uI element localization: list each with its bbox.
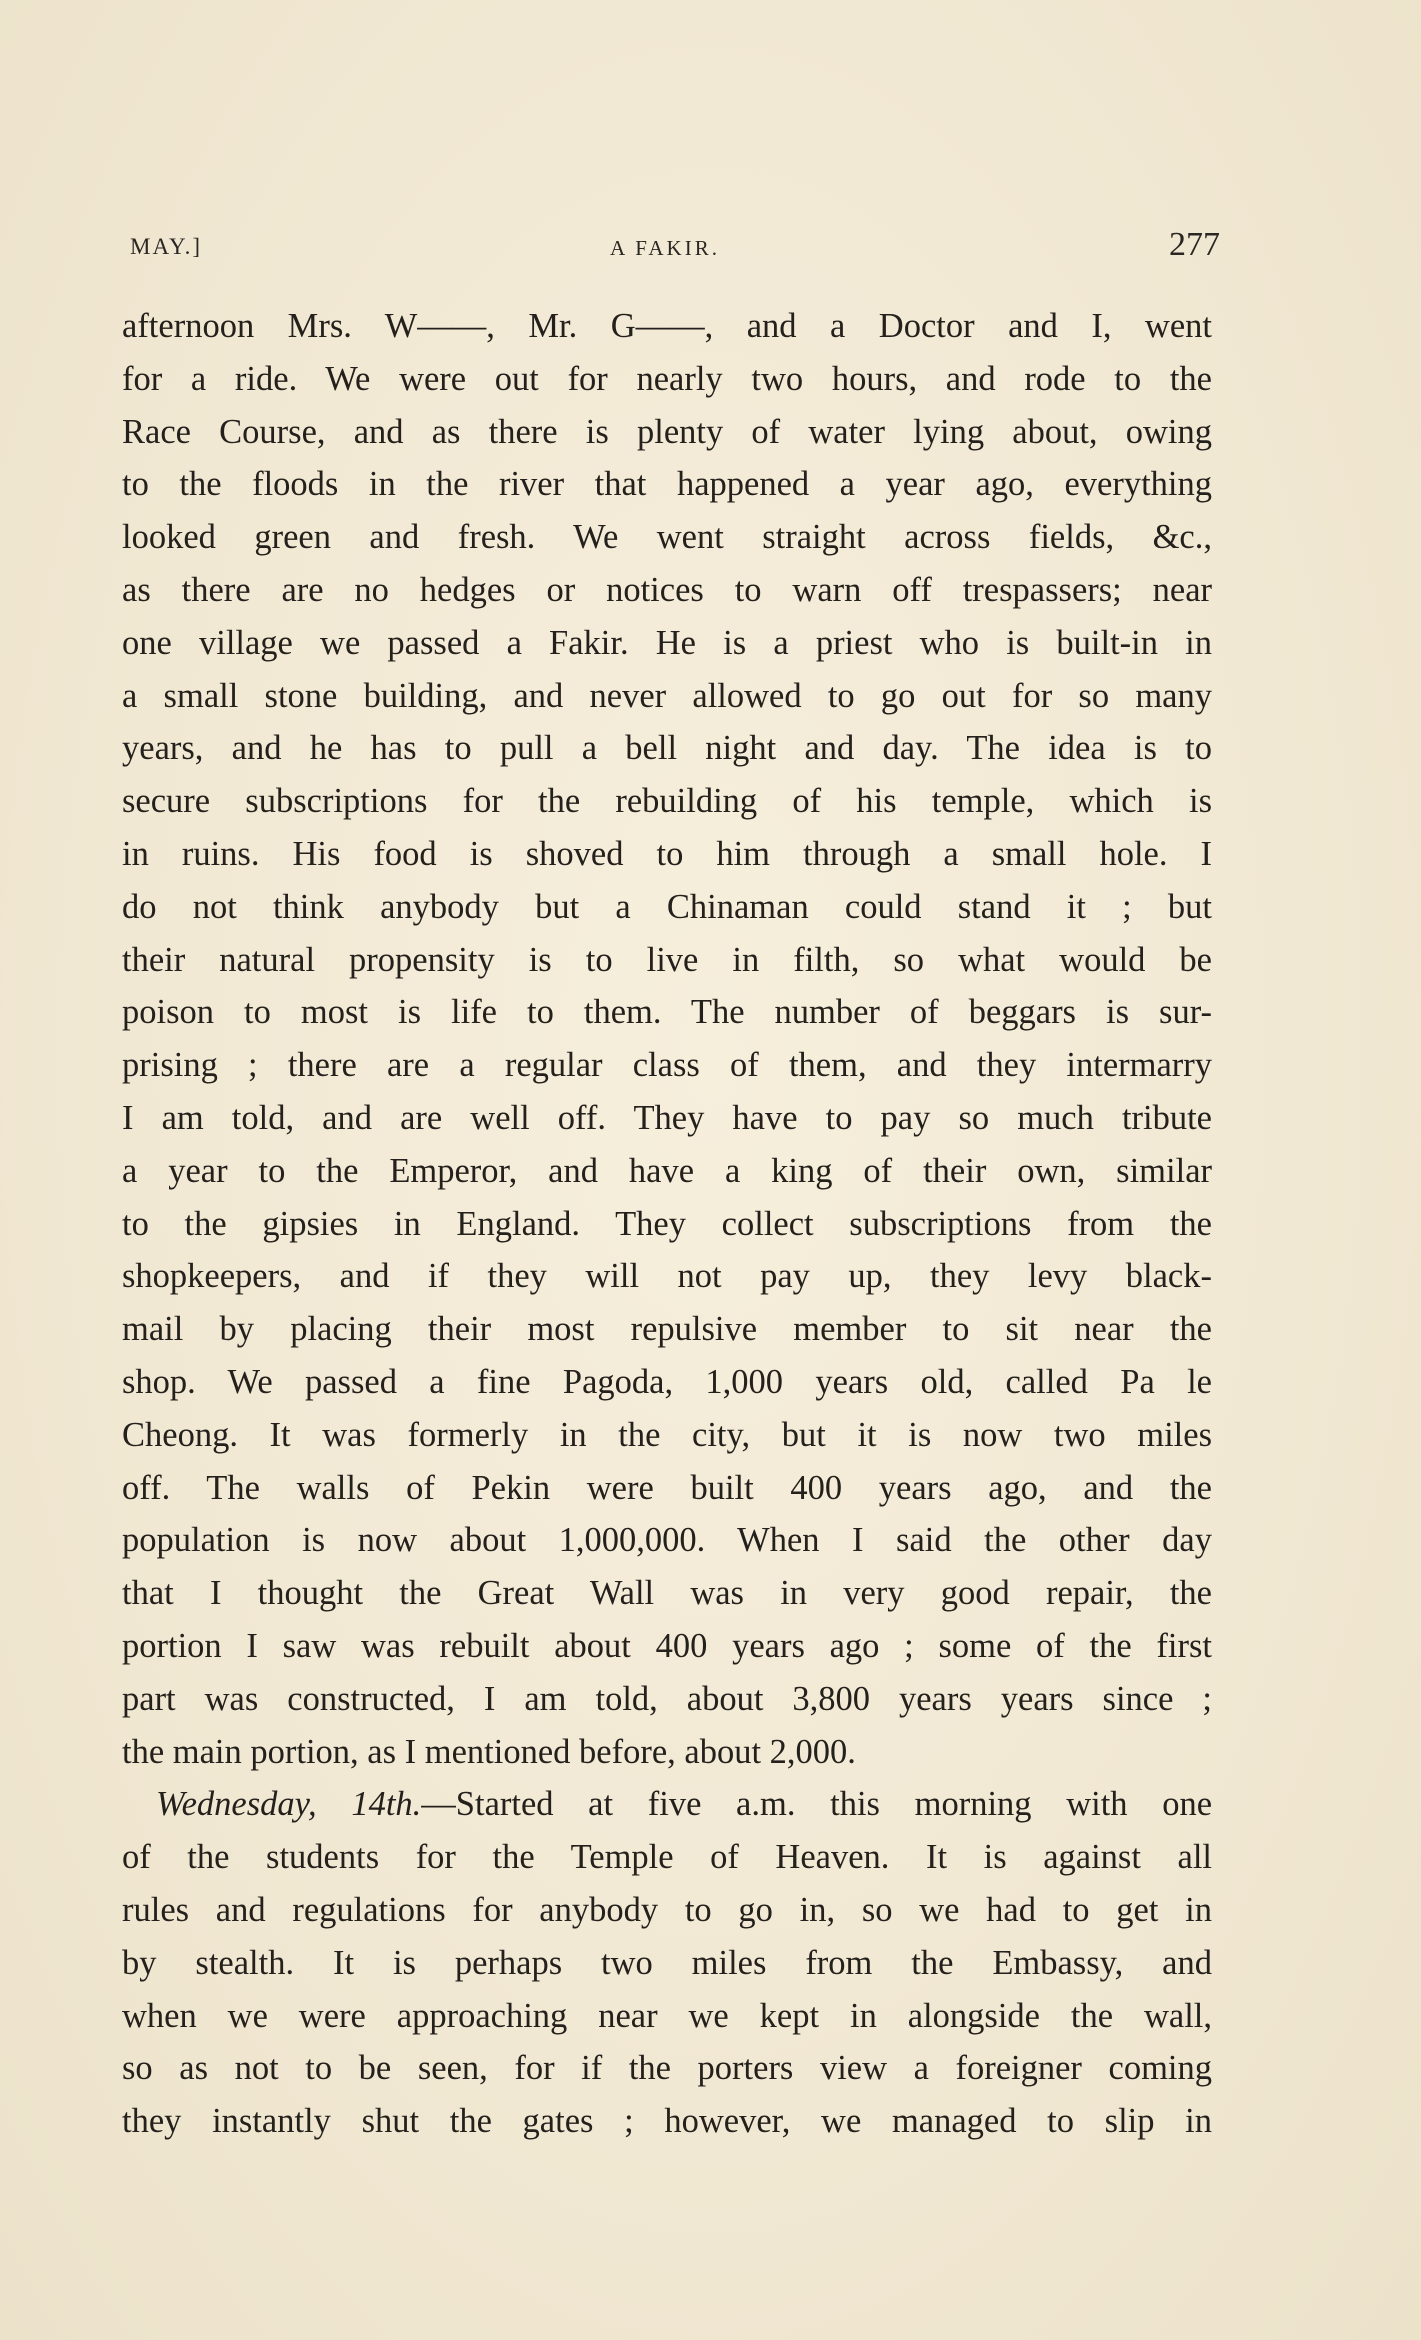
text-line: prising ; there are a regular class of them, and they intermarry bbox=[122, 1046, 1212, 1085]
paragraph-start-line bbox=[122, 1778, 1212, 1831]
text-line: of the students for the Temple of Heaven. It is against all bbox=[122, 1838, 1212, 1877]
text-line: I am told, and are well off. They have to pay so much tribute bbox=[122, 1098, 1212, 1137]
entry-date: Wednesday, 14th. bbox=[156, 1785, 422, 1824]
running-head-month: MAY.] bbox=[130, 234, 203, 259]
text-line: by stealth. It is perhaps two miles from the Embassy, and bbox=[122, 1943, 1212, 1982]
text-line: to the gipsies in England. They collect subscriptions from the bbox=[122, 1204, 1212, 1243]
text-line: mail by placing their most repulsive member to sit near the bbox=[122, 1310, 1212, 1349]
text-line: in ruins. His food is shoved to him through a small hole. I bbox=[122, 834, 1212, 873]
text-line: to the floods in the river that happened a year ago, everything bbox=[122, 465, 1212, 504]
text-line: do not think anybody but a Chinaman could stand it ; but bbox=[122, 887, 1212, 926]
body-text bbox=[122, 300, 1212, 2148]
text-line: shop. We passed a fine Pagoda, 1,000 years old, called Pa le bbox=[122, 1362, 1212, 1401]
text-line: the main portion, as I mentioned before, about 2,000. bbox=[122, 1732, 856, 1771]
text-line: shopkeepers, and if they will not pay up, they levy black- bbox=[122, 1257, 1212, 1296]
text-line: rules and regulations for anybody to go in, so we had to get in bbox=[122, 1890, 1212, 1929]
text-line: that I thought the Great Wall was in very good repair, the bbox=[122, 1574, 1212, 1613]
text-line: when we were approaching near we kept in alongside the wall, bbox=[122, 1996, 1212, 2035]
text-line: a year to the Emperor, and have a king of their own, similar bbox=[122, 1151, 1212, 1190]
text-line: afternoon Mrs. W——, Mr. G——, and a Doctor and I, went bbox=[122, 307, 1212, 345]
text-line: Race Course, and as there is plenty of water lying about, owing bbox=[122, 412, 1212, 451]
running-head-title: A FAKIR. bbox=[610, 236, 720, 260]
text-line: a small stone building, and never allowed to go out for so many bbox=[122, 676, 1212, 715]
text-line: they instantly shut the gates ; however, we managed to slip in bbox=[122, 2102, 1212, 2141]
text-line: their natural propensity is to live in filth, so what would be bbox=[122, 940, 1212, 979]
text-line: secure subscriptions for the rebuilding of his temple, which is bbox=[122, 782, 1212, 821]
text-line: off. The walls of Pekin were built 400 years ago, and the bbox=[122, 1468, 1212, 1507]
text-line: for a ride. We were out for nearly two hours, and rode to the bbox=[122, 359, 1212, 398]
text-run: —Started at five a.m. this morning with one bbox=[421, 1785, 1212, 1824]
text-line: part was constructed, I am told, about 3,800 years years since ; bbox=[122, 1679, 1212, 1718]
text-line: poison to most is life to them. The number of beggars is sur- bbox=[122, 993, 1212, 1032]
text-line: looked green and fresh. We went straight across fields, &c., bbox=[122, 518, 1212, 557]
text-line: so as not to be seen, for if the porters view a foreigner coming bbox=[122, 2049, 1212, 2088]
text-line: Cheong. It was formerly in the city, but it is now two miles bbox=[122, 1415, 1212, 1454]
running-head bbox=[130, 226, 1220, 270]
text-line: population is now about 1,000,000. When I said the other day bbox=[122, 1521, 1212, 1560]
page-number: 277 bbox=[1169, 226, 1220, 263]
text-line: portion I saw was rebuilt about 400 years ago ; some of the first bbox=[122, 1626, 1212, 1665]
text-line: years, and he has to pull a bell night and day. The idea is to bbox=[122, 729, 1212, 768]
text-line: as there are no hedges or notices to warn off trespassers; near bbox=[122, 570, 1212, 609]
text-line: one village we passed a Fakir. He is a priest who is built-in in bbox=[122, 623, 1212, 662]
